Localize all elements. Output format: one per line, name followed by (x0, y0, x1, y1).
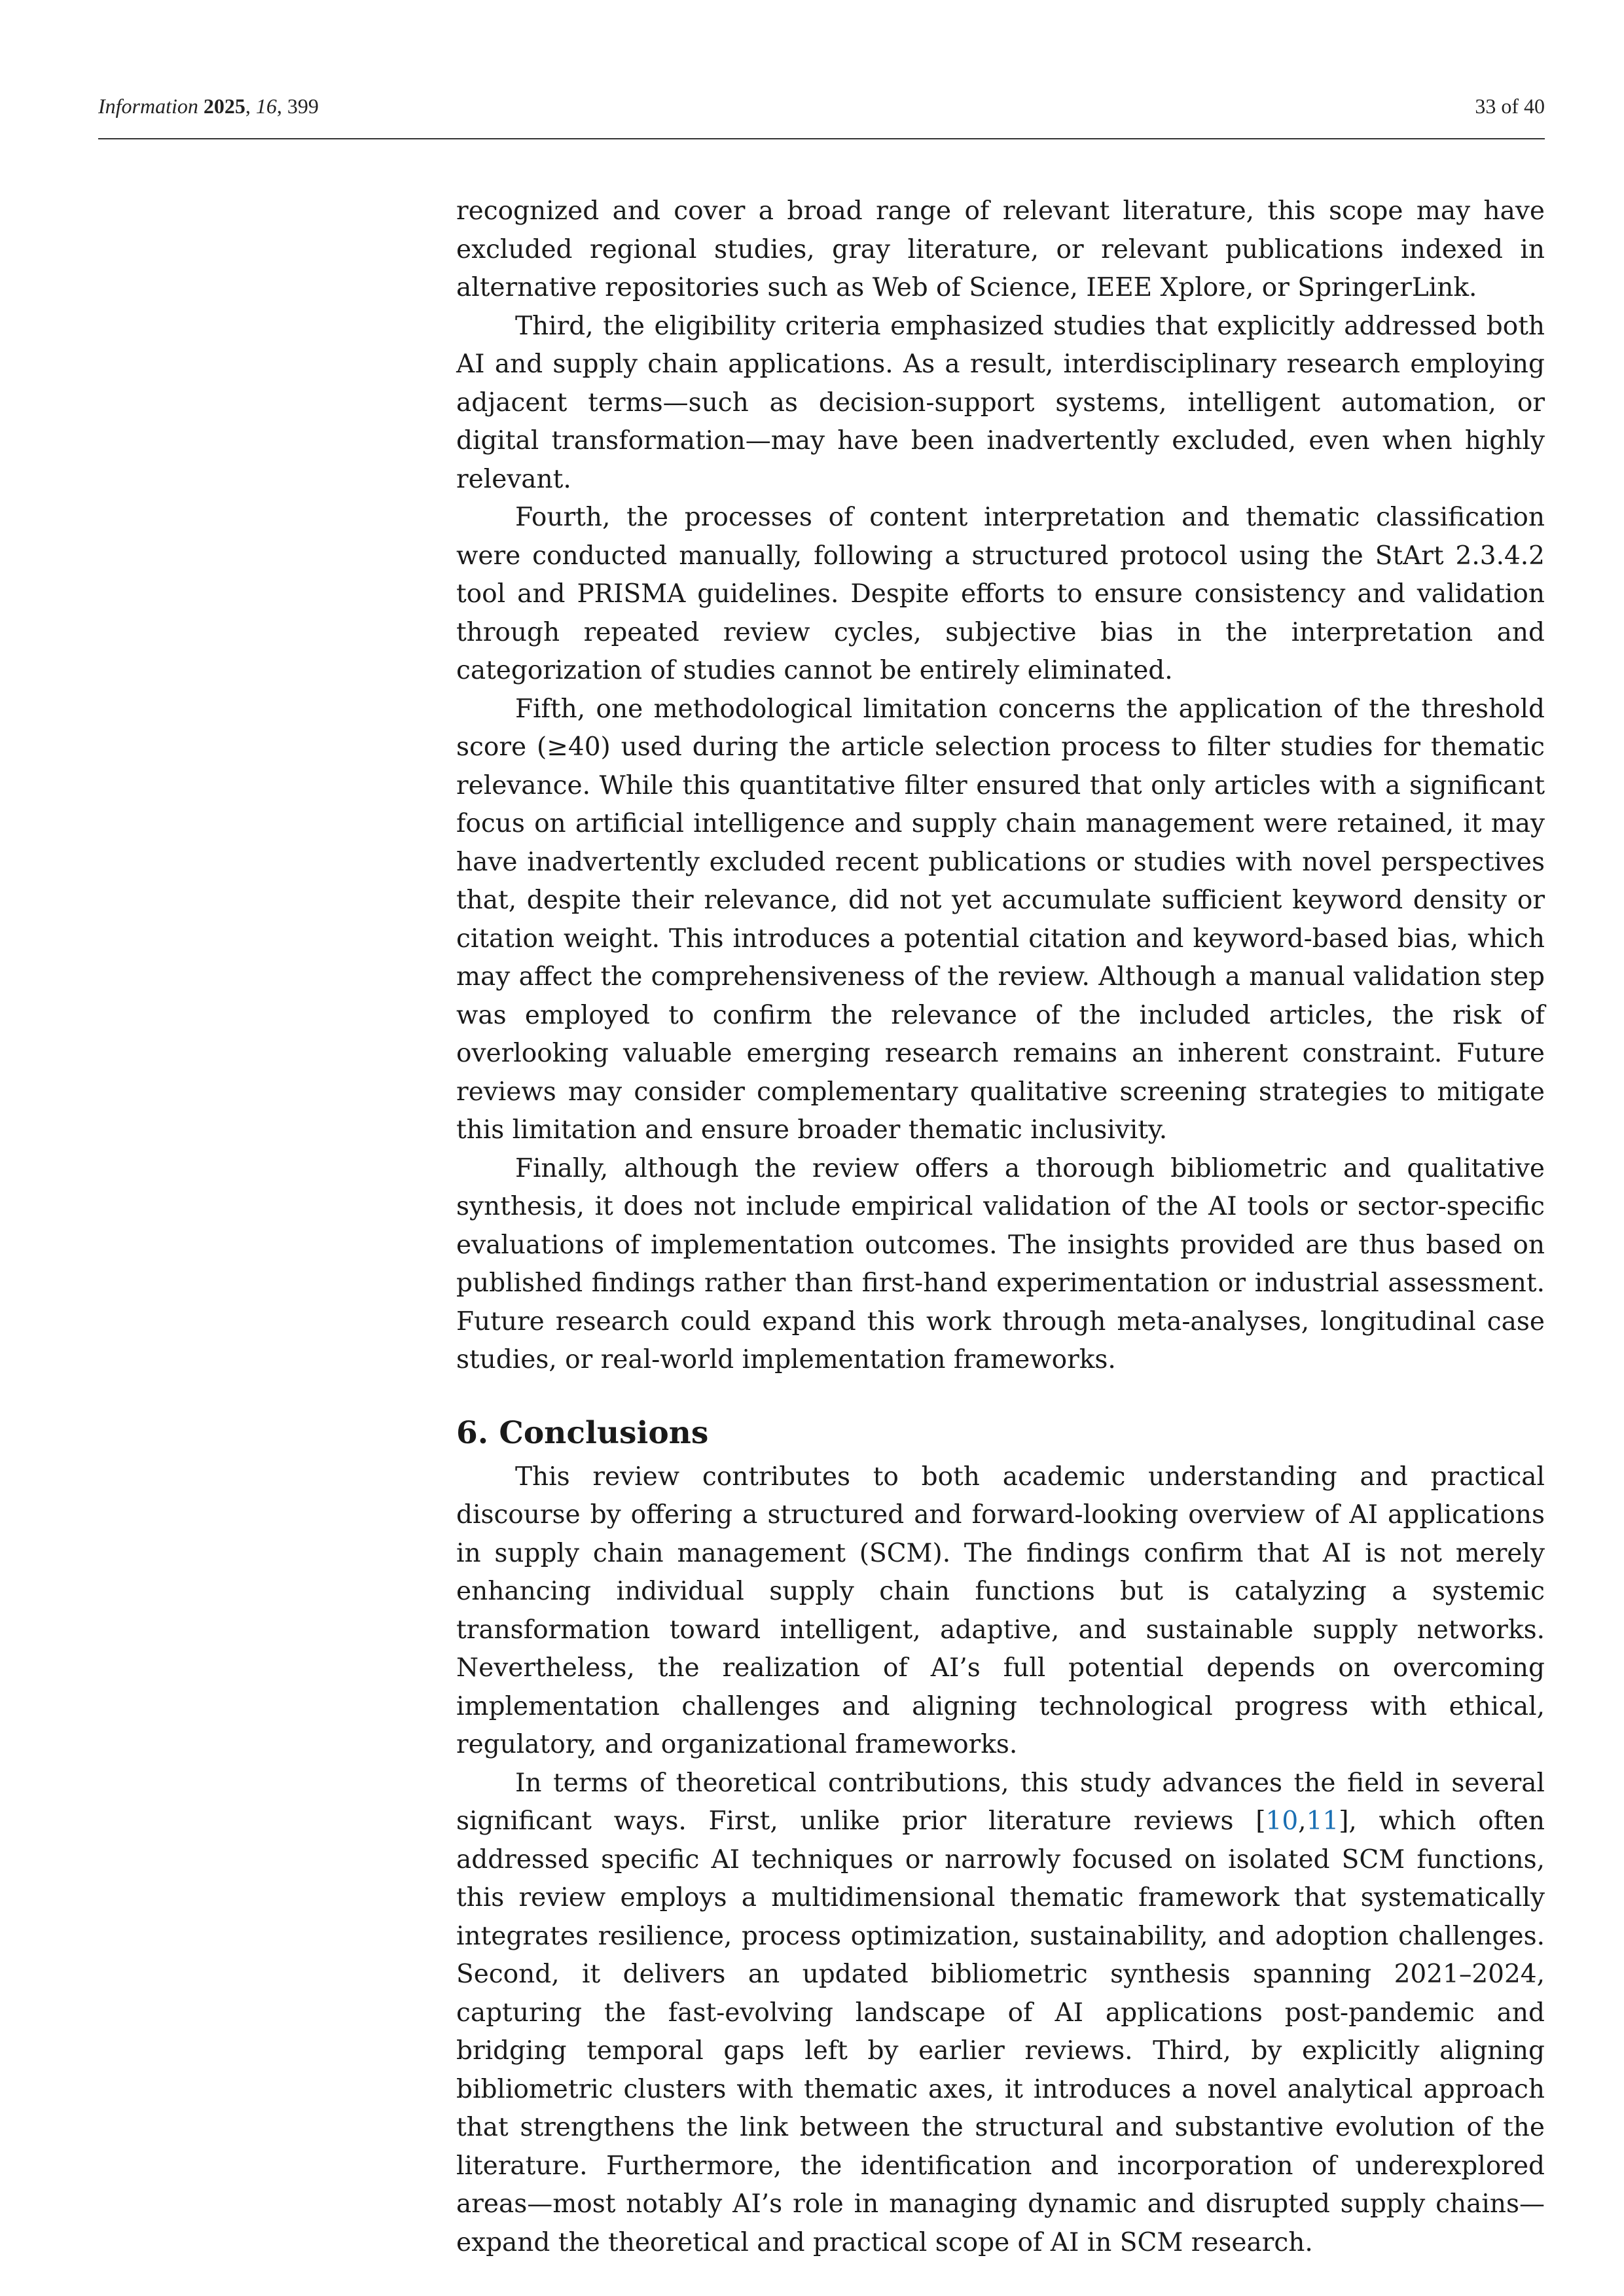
page-number: 33 of 40 (1475, 94, 1545, 118)
citation-link-11[interactable]: 11 (1306, 1806, 1339, 1836)
paragraph-continued: recognized and cover a broad range of relevant literature, this scope may have excluded regional studies, gray literature, or relevant publications indexed in alternative repositories such as Web of Science, IEEE Xplore, or SpringerLink. (456, 196, 1545, 302)
paragraph-fifth-limitation: Fifth, one methodological limitation concerns the application of the threshold score (≥40) used during the article selection process to filter studies for thematic relevance. While this quantitative filter ensured that only articles with a significant focus on artificial intelligence and supply chain management were retained, it may have inadvertently excluded recent publications or studies with novel perspectives that, despite their relevance, did not yet accumulate sufficient keyword density or citation weight. This introduces a potential citation and keyword-based bias, which may affect the comprehensiveness of the review. Although a manual validation step was employed to confirm the relevance of the included articles, the risk of overlooking valuable emerging research remains an inherent constraint. Future reviews may consider complementary qualitative screening strategies to mitigate this limitation and ensure broader thematic inclusivity. (456, 694, 1545, 1145)
theory-text-before: In terms of theoretical contributions, this study advances the field in several significant ways. First, unlike prior literature reviews [ (456, 1768, 1545, 1836)
journal-citation: Information 2025, 16, 399 (98, 94, 319, 118)
journal-name: Information (98, 94, 198, 118)
article-body (456, 192, 1545, 2262)
paragraph-final-limitation: Finally, although the review offers a thorough bibliometric and qualitative synthesis, it does not include empirical validation of the AI tools or sector-specific evaluations of implementation outcomes. The insights provided are thus based on published findings rather than first-hand experimentation or industrial assessment. Future research could expand this work through meta-analyses, longitudinal case studies, or real-world implementation frameworks. (456, 1153, 1545, 1374)
citation-separator: , (1298, 1806, 1307, 1836)
paragraph-third-limitation: Third, the eligibility criteria emphasized studies that explicitly addressed both AI and supply chain applications. As a result, interdisciplinary research employing adjacent terms—such as decision-support systems, intelligent automation, or digital transformation—may have been inadvertently excluded, even when highly relevant. (456, 311, 1545, 494)
theory-text-after: ], which often addressed specific AI techniques or narrowly focused on isolated SCM functions, this review employs a multidimensional thematic framework that systematically integrates resilience, process optimization, sustainability, and adoption challenges. Second, it delivers an updated bibliometric synthesis spanning 2021–2024, capturing the fast-evolving landscape of AI applications post-pandemic and bridging temporal gaps left by earlier reviews. Third, by explicitly aligning bibliometric clusters with thematic axes, it introduces a novel analytical approach that strengthens the link between the structural and substantive evolution of the literature. Furthermore, the identification and incorporation of underexplored areas—most notably AI’s role in managing dynamic and disrupted supply chains—expand the theoretical and practical scope of AI in SCM research. (456, 1806, 1545, 2257)
article-number: 399 (287, 94, 319, 118)
paragraph-fourth-limitation: Fourth, the processes of content interpretation and thematic classification were conducted manually, following a structured protocol using the StArt 2.3.4.2 tool and PRISMA guidelines. Despite efforts to ensure consistency and validation through repeated review cycles, subjective bias in the interpretation and categorization of studies cannot be entirely eliminated. (456, 503, 1545, 685)
section-heading-conclusions: 6. Conclusions (456, 1414, 709, 1451)
paragraph-conclusions-intro: This review contributes to both academic understanding and practical discourse by offering a structured and forward-looking overview of AI applications in supply chain management (SCM). The findings confirm that AI is not merely enhancing individual supply chain functions but is catalyzing a systemic transformation toward intelligent, adaptive, and sustainable supply networks. Nevertheless, the realization of AI’s full potential depends on overcoming implementation challenges and aligning technological progress with ethical, regulatory, and organizational frameworks. (456, 1462, 1545, 1759)
citation-link-10[interactable]: 10 (1265, 1806, 1299, 1836)
header-rule (98, 138, 1545, 139)
journal-volume: 16 (255, 94, 277, 118)
running-header (98, 92, 1545, 137)
paragraph-theoretical-contributions (456, 1765, 1545, 2263)
journal-year: 2025 (203, 94, 245, 118)
